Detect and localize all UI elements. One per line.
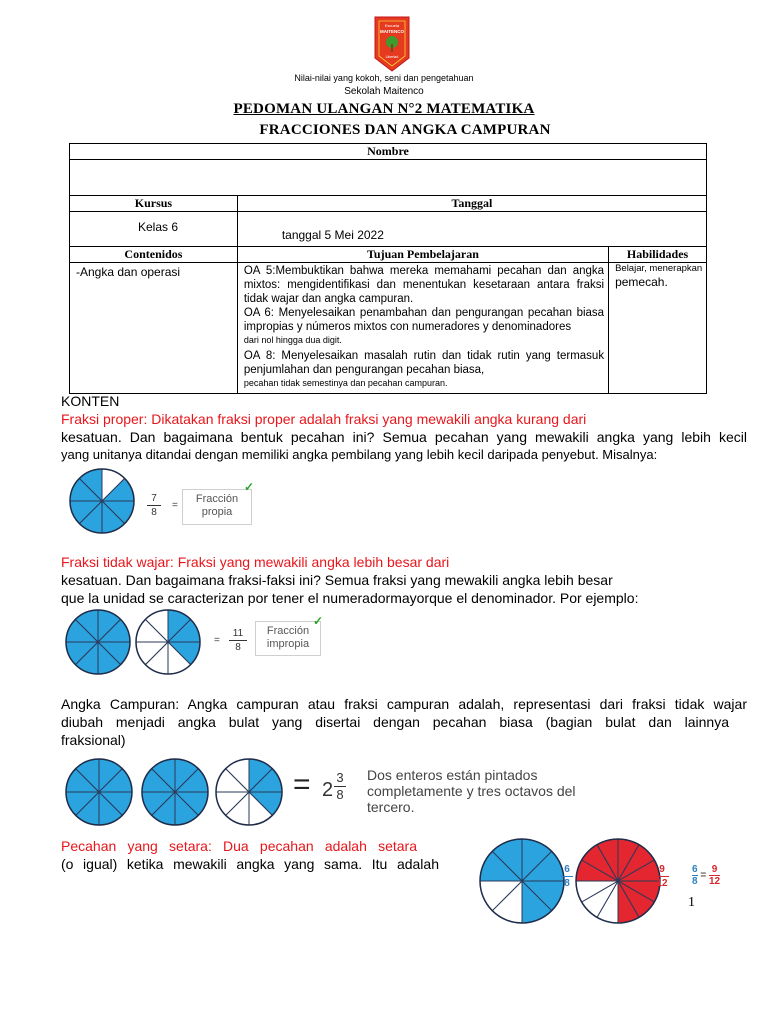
equiv-frac2-den: 12 xyxy=(656,878,668,889)
equivalent-fraction-1 xyxy=(561,864,573,889)
mixed-caption-line1: Dos enteros están pintados xyxy=(367,767,538,783)
kursus-header: Kursus xyxy=(70,196,238,212)
improper-fraction-circles xyxy=(64,609,204,675)
page-number: 1 xyxy=(688,895,695,910)
improper-pie-partial xyxy=(136,610,200,674)
logo-text-name: MAITENCO xyxy=(380,29,404,34)
improper-fraction-value xyxy=(229,628,247,653)
contenidos-value: -Angka dan operasi xyxy=(70,263,238,394)
equivalence-equation xyxy=(692,864,720,887)
fraccion-propia-label xyxy=(182,489,252,525)
checkmark-icon: ✓ xyxy=(244,480,255,494)
mixed-den: 8 xyxy=(336,787,344,802)
tujuan-cell xyxy=(237,263,608,394)
equivalent-fraction-definition: Pecahan yang setara: Dua pecahan adalah setara xyxy=(61,838,417,854)
proper-fraction-text-line2: kesatuan. Dan bagaimana bentuk pecahan ini? Semua pecahan yang mewakili angka yang lebih kecil xyxy=(61,429,747,445)
fraccion-propia-line1: Fracción xyxy=(195,493,239,505)
fraccion-impropia-label xyxy=(255,621,321,656)
equiv-frac1-den: 8 xyxy=(564,878,570,889)
improper-fraction-definition: Fraksi tidak wajar: Fraksi yang mewakili angka lebih besar dari xyxy=(61,554,450,570)
habilidades-value: pemecah. xyxy=(615,275,668,289)
equivalent-pie-twelfths xyxy=(576,839,660,923)
mixed-number-text-line2: diubah menjadi angka bulat yang disertai dengan pecahan biasa (bagian bulat dan lainnya xyxy=(61,714,729,730)
habilidades-cell xyxy=(609,263,707,394)
contenidos-header: Contenidos xyxy=(70,247,238,263)
equivalent-fraction-text-line2: (o igual) ketika mewakili angka yang sama. Itu adalah xyxy=(61,856,439,872)
mixed-caption xyxy=(367,767,576,815)
habilidades-small-text: Belajar, menerapkan xyxy=(615,263,703,274)
mixed-pie-partial xyxy=(216,759,282,825)
mixed-equals: = xyxy=(293,768,311,801)
document-title: PEDOMAN ULANGAN N°2 MATEMATIKA xyxy=(233,101,535,117)
proper-pie xyxy=(70,469,134,533)
nombre-field[interactable] xyxy=(70,160,707,196)
fraccion-impropia-line2: impropia xyxy=(266,638,310,650)
logo-text-top: Escuela xyxy=(384,23,400,28)
document-subtitle: FRACCIONES DAN ANGKA CAMPURAN xyxy=(259,122,551,138)
proper-fraction-definition: Fraksi proper: Dikatakan fraksi proper adalah fraksi yang mewakili angka kurang dari xyxy=(61,411,587,427)
checkmark-icon: ✓ xyxy=(313,614,324,628)
eq-num2: 9 xyxy=(711,864,718,875)
proper-num: 7 xyxy=(151,493,157,504)
equivalent-pie-eighths xyxy=(480,839,564,923)
improper-fraction-text-line2: kesatuan. Dan bagaimana fraksi-faksi ini? Semua fraksi yang mewakili angka lebih besar xyxy=(61,572,613,588)
oa5-text: OA 5:Membuktikan bahwa mereka memahami pecahan dan angka mixtos: mengidentifikasi dan menentukan kesetaraan antara fraksi tidak wajar dan angka campuran. xyxy=(243,265,605,305)
kursus-value: Kelas 6 xyxy=(70,212,238,247)
improper-den: 8 xyxy=(235,642,241,653)
mixed-pie-full-1 xyxy=(66,759,132,825)
mixed-caption-line3: tercero. xyxy=(367,799,415,815)
info-table xyxy=(69,143,707,394)
eq-den1: 8 xyxy=(692,876,698,887)
tanggal-value: tanggal 5 Mei 2022 xyxy=(237,212,706,247)
fraccion-propia-line2: propia xyxy=(201,506,233,518)
improper-pie-full xyxy=(66,610,130,674)
eq-sign: = xyxy=(700,870,707,881)
school-logo xyxy=(374,16,410,72)
fraccion-impropia-line1: Fracción xyxy=(266,625,310,637)
equiv-frac2-num: 9 xyxy=(659,864,665,875)
eq-den2: 12 xyxy=(708,876,721,887)
school-motto: Nilai-nilai yang kokoh, seni dan pengetahuan xyxy=(294,73,474,83)
equivalent-fraction-2 xyxy=(655,864,669,889)
equiv-frac1-num: 6 xyxy=(564,864,570,875)
mixed-fraction xyxy=(334,771,346,802)
mixed-pie-full-2 xyxy=(142,759,208,825)
improper-equals: = xyxy=(214,635,220,646)
mixed-caption-line2: completamente y tres octavos del xyxy=(367,783,576,799)
mixed-num: 3 xyxy=(336,770,344,785)
oa8-small-text: pecahan tidak semestinya dan pecahan campuran. xyxy=(243,378,448,388)
improper-fraction-text-line3: que la unidad se caracterizan por tener el numeradormayorque el denominador. Por ejemplo: xyxy=(61,590,639,606)
konten-heading: KONTEN xyxy=(61,393,120,409)
improper-num: 11 xyxy=(232,628,244,639)
habilidades-header: Habilidades xyxy=(609,247,707,263)
nombre-header: Nombre xyxy=(70,144,707,160)
proper-fraction-value xyxy=(147,493,161,518)
mixed-whole: 2 xyxy=(322,779,334,801)
oa6-text: OA 6: Menyelesaikan penambahan dan pengurangan pecahan biasa impropias y números mixtos con numeradores y denominadores xyxy=(243,307,605,333)
school-name: Sekolah Maitenco xyxy=(344,86,424,97)
proper-fraction-text-line3: yang unitanya ditandai dengan memiliki angka pembilang yang lebih kecil daripada penyebut. Misalnya: xyxy=(61,447,658,462)
proper-fraction-circle xyxy=(64,468,140,534)
oa8-text: OA 8: Menyelesaikan masalah rutin dan tidak rutin yang termasuk penjumlahan dan pengurangan pecahan biasa, xyxy=(243,350,605,376)
logo-text-bottom: Libertad xyxy=(385,55,399,59)
oa6-small-text: dari nol hingga dua digit. xyxy=(243,335,342,345)
mixed-number-text-line1: Angka Campuran: Angka campuran atau fraksi campuran adalah, representasi dari fraksi tidak wajar xyxy=(61,696,747,712)
mixed-number-text-line3: fraksional) xyxy=(61,732,126,748)
mixed-number-circles xyxy=(64,756,286,828)
tanggal-header: Tanggal xyxy=(237,196,706,212)
proper-den: 8 xyxy=(151,507,157,518)
eq-num1: 6 xyxy=(692,864,698,875)
proper-equals: = xyxy=(172,500,178,511)
tujuan-header: Tujuan Pembelajaran xyxy=(237,247,608,263)
